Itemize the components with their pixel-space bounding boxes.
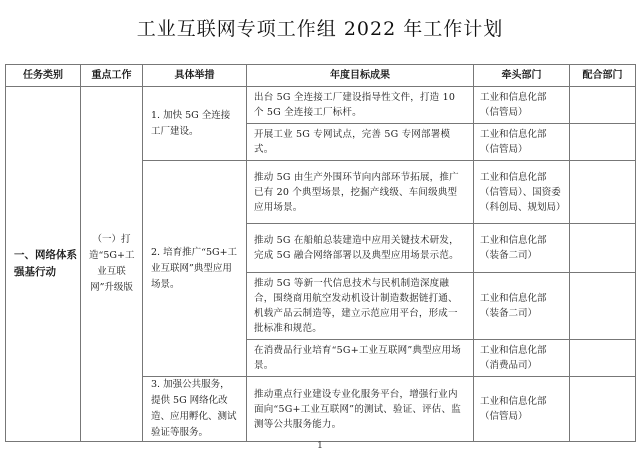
lead-dept-cell: 工业和信息化部（信管局） [474, 87, 570, 124]
support-dept-cell [570, 124, 636, 161]
lead-dept-cell: 工业和信息化部（信管局） [474, 124, 570, 161]
work-plan-table [5, 64, 636, 442]
page-number: 1 [317, 441, 323, 451]
table-row [6, 87, 636, 124]
target-cell: 在消费品行业培育“5G+工业互联网”典型应用场景。 [247, 340, 474, 377]
task-category-cell: 一、网络体系强基行动 [6, 87, 81, 442]
header-category: 任务类别 [6, 65, 81, 87]
measure-cell: 1. 加快 5G 全连接工厂建设。 [143, 87, 247, 161]
support-dept-cell [570, 377, 636, 442]
support-dept-cell [570, 224, 636, 273]
header-lead-dept: 牵头部门 [474, 65, 570, 87]
lead-dept-cell: 工业和信息化部（消费品司） [474, 340, 570, 377]
target-cell: 推动 5G 由生产外围环节向内部环节拓展，推广已有 20 个典型场景，挖掘产线级、车间级典型应用场景。 [247, 161, 474, 224]
header-key-work: 重点工作 [81, 65, 143, 87]
lead-dept-cell: 工业和信息化部（装备二司） [474, 273, 570, 340]
header-measures: 具体举措 [143, 65, 247, 87]
lead-dept-cell: 工业和信息化部（信管局） [474, 377, 570, 442]
support-dept-cell [570, 87, 636, 124]
target-cell: 开展工业 5G 专网试点，完善 5G 专网部署模式。 [247, 124, 474, 161]
measure-cell: 2. 培育推广“5G+工业互联网”典型应用场景。 [143, 161, 247, 377]
support-dept-cell [570, 340, 636, 377]
target-cell: 推动 5G 等新一代信息技术与民机制造深度融合，围绕商用航空发动机设计制造数据链打通、机载产品云制造等，建立示范应用平台，形成一批标准和规范。 [247, 273, 474, 340]
measure-cell: 3. 加强公共服务，提供 5G 网络化改造、应用孵化、测试验证等服务。 [143, 377, 247, 442]
target-cell: 推动 5G 在船舶总装建造中应用关键技术研发，完成 5G 融合网络部署以及典型应用场景示范。 [247, 224, 474, 273]
target-cell: 推动重点行业建设专业化服务平台，增强行业内面向“5G+工业互联网”的测试、验证、评估、监测等公共服务能力。 [247, 377, 474, 442]
lead-dept-cell: 工业和信息化部（装备二司） [474, 224, 570, 273]
support-dept-cell [570, 161, 636, 224]
document-title: 工业互联网专项工作组 2022 年工作计划 [136, 18, 504, 40]
header-support-dept: 配合部门 [570, 65, 636, 87]
key-work-cell: （一）打造“5G+工业互联网”升级版 [81, 87, 143, 442]
target-cell: 出台 5G 全连接工厂建设指导性文件，打造 10 个 5G 全连接工厂标杆。 [247, 87, 474, 124]
support-dept-cell [570, 273, 636, 340]
table-header-row [6, 65, 636, 87]
lead-dept-cell: 工业和信息化部（信管局）、国资委（科创局、规划局） [474, 161, 570, 224]
header-targets: 年度目标成果 [247, 65, 474, 87]
